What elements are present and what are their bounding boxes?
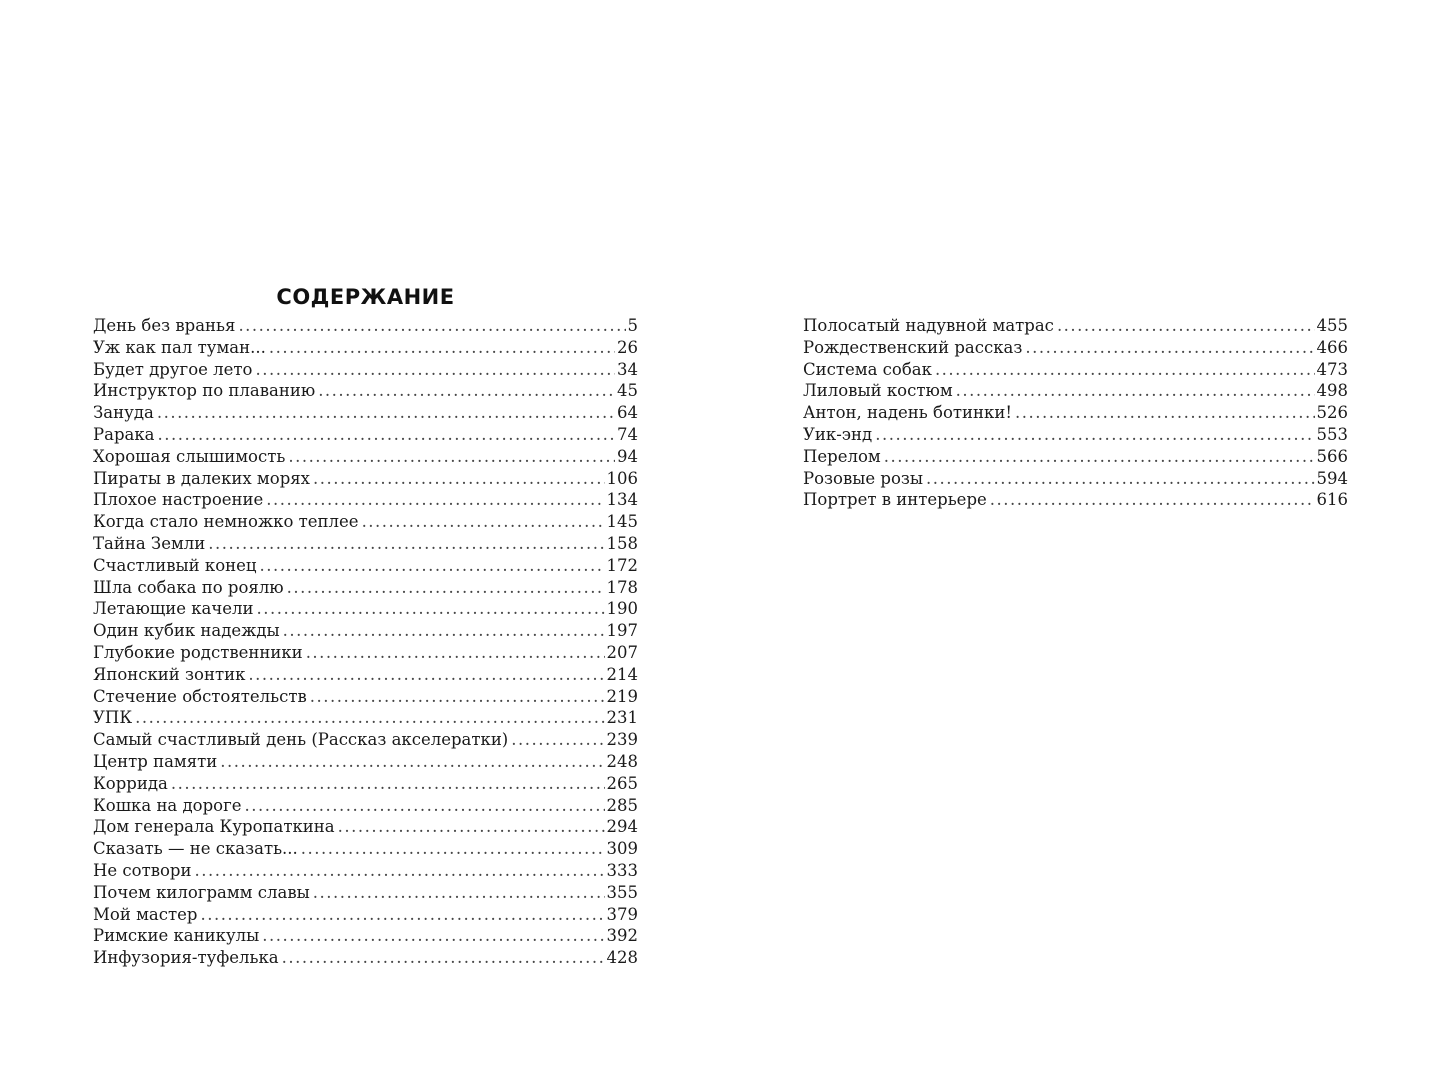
toc-entry-title: Уик-энд bbox=[803, 424, 873, 444]
toc-entry-title: Мой мастер bbox=[93, 904, 198, 924]
dot-leader bbox=[935, 359, 1315, 381]
toc-entry-page: 106 bbox=[606, 468, 638, 488]
dot-leader bbox=[135, 707, 604, 729]
toc-entry-title: Самый счастливый день (Рассказ акселератки) bbox=[93, 730, 509, 750]
toc-right-column bbox=[803, 315, 1348, 511]
toc-entry-page: 207 bbox=[606, 642, 638, 662]
toc-entry bbox=[93, 642, 638, 664]
toc-entry bbox=[93, 468, 638, 490]
toc-entry-title: Тайна Земли bbox=[93, 533, 206, 553]
toc-entry bbox=[93, 773, 638, 795]
toc-entry-page: 172 bbox=[606, 555, 638, 575]
dot-leader bbox=[282, 947, 605, 969]
toc-entry-page: 428 bbox=[606, 948, 638, 968]
toc-entry bbox=[93, 860, 638, 882]
dot-leader bbox=[875, 424, 1314, 446]
toc-entry bbox=[93, 598, 638, 620]
toc-entry-page: 285 bbox=[606, 795, 638, 815]
toc-entry bbox=[93, 904, 638, 926]
toc-entry-page: 379 bbox=[606, 904, 638, 924]
toc-entry-page: 355 bbox=[606, 882, 638, 902]
toc-entry-title: Глубокие родственники bbox=[93, 642, 303, 662]
toc-entry-title: Кошка на дороге bbox=[93, 795, 242, 815]
toc-entry-page: 26 bbox=[617, 337, 638, 357]
dot-leader bbox=[208, 533, 604, 555]
dot-leader bbox=[257, 598, 605, 620]
toc-entry-page: 74 bbox=[617, 424, 638, 444]
toc-entry-page: 158 bbox=[606, 533, 638, 553]
toc-entry bbox=[93, 947, 638, 969]
toc-entry-page: 526 bbox=[1316, 403, 1348, 423]
dot-leader bbox=[313, 882, 605, 904]
toc-entry-title: Полосатый надувной матрас bbox=[803, 316, 1054, 335]
toc-entry-page: 197 bbox=[606, 621, 638, 641]
toc-entry-page: 134 bbox=[606, 490, 638, 510]
toc-entry-page: 594 bbox=[1316, 468, 1348, 488]
dot-leader bbox=[362, 511, 605, 533]
toc-entry bbox=[803, 468, 1348, 490]
toc-entry-title: Летающие качели bbox=[93, 599, 254, 619]
dot-leader bbox=[158, 424, 616, 446]
dot-leader bbox=[1057, 315, 1315, 337]
toc-entry-title: Портрет в интерьере bbox=[803, 490, 987, 510]
toc-entry bbox=[93, 882, 638, 904]
toc-entry bbox=[93, 424, 638, 446]
toc-entry bbox=[803, 337, 1348, 359]
toc-entry bbox=[93, 402, 638, 424]
dot-leader bbox=[283, 620, 605, 642]
toc-entry-title: Коррида bbox=[93, 773, 168, 793]
toc-entry bbox=[93, 620, 638, 642]
dot-leader bbox=[266, 489, 604, 511]
toc-entry bbox=[93, 795, 638, 817]
toc-entry bbox=[803, 424, 1348, 446]
toc-entry-title: Хорошая слышимость bbox=[93, 446, 286, 466]
toc-entry bbox=[93, 533, 638, 555]
toc-entry-title: Счастливый конец bbox=[93, 555, 257, 575]
dot-leader bbox=[287, 577, 605, 599]
toc-left-column bbox=[93, 315, 638, 969]
toc-entry-page: 473 bbox=[1316, 359, 1348, 379]
dot-leader bbox=[956, 380, 1315, 402]
toc-entry-title: Будет другое лето bbox=[93, 359, 253, 379]
dot-leader bbox=[248, 664, 604, 686]
toc-entry bbox=[93, 925, 638, 947]
toc-entry-page: 392 bbox=[606, 926, 638, 946]
toc-entry-page: 333 bbox=[606, 860, 638, 880]
toc-entry bbox=[93, 664, 638, 686]
toc-entry-title: Зануда bbox=[93, 403, 154, 423]
toc-entry-title: День без вранья bbox=[93, 316, 236, 335]
toc-entry-title: Рарака bbox=[93, 424, 155, 444]
toc-entry-title: Стечение обстоятельств bbox=[93, 686, 307, 706]
toc-entry-page: 553 bbox=[1316, 424, 1348, 444]
dot-leader bbox=[157, 402, 615, 424]
dot-leader bbox=[306, 642, 605, 664]
toc-entry-page: 566 bbox=[1316, 446, 1348, 466]
toc-entry-page: 616 bbox=[1316, 490, 1348, 510]
toc-entry-title: Инструктор по плаванию bbox=[93, 381, 316, 401]
dot-leader bbox=[288, 446, 615, 468]
toc-entry-title: Центр памяти bbox=[93, 751, 218, 771]
toc-entry-page: 265 bbox=[606, 773, 638, 793]
toc-entry-title: Не сотвори bbox=[93, 860, 192, 880]
dot-leader bbox=[1025, 337, 1314, 359]
dot-leader bbox=[884, 446, 1315, 468]
toc-entry-title: Система собак bbox=[803, 359, 932, 379]
toc-entry-page: 294 bbox=[606, 817, 638, 837]
dot-leader bbox=[511, 729, 604, 751]
dot-leader bbox=[318, 380, 615, 402]
toc-entry bbox=[93, 359, 638, 381]
toc-entry-page: 64 bbox=[617, 403, 638, 423]
dot-leader bbox=[262, 925, 604, 947]
toc-entry-title: Один кубик надежды bbox=[93, 621, 280, 641]
toc-entry-page: 239 bbox=[606, 730, 638, 750]
toc-entry bbox=[93, 489, 638, 511]
dot-leader bbox=[255, 359, 615, 381]
toc-entry-title: Инфузория-туфелька bbox=[93, 948, 279, 968]
dot-leader bbox=[313, 468, 605, 490]
toc-entry-title: Римские каникулы bbox=[93, 926, 260, 946]
toc-entry bbox=[93, 337, 638, 359]
toc-entry-title: Розовые розы bbox=[803, 468, 924, 488]
toc-entry bbox=[93, 816, 638, 838]
toc-entry bbox=[93, 838, 638, 860]
toc-entry-title: Почем килограмм славы bbox=[93, 882, 310, 902]
toc-entry-title: Антон, надень ботинки! bbox=[803, 403, 1012, 423]
dot-leader bbox=[301, 838, 605, 860]
toc-entry-page: 214 bbox=[606, 664, 638, 684]
toc-entry-title: Шла собака по роялю bbox=[93, 577, 284, 597]
toc-entry-page: 248 bbox=[606, 751, 638, 771]
dot-leader bbox=[260, 555, 605, 577]
toc-entry bbox=[803, 402, 1348, 424]
dot-leader bbox=[194, 860, 604, 882]
toc-entry-page: 190 bbox=[606, 599, 638, 619]
toc-entry bbox=[93, 686, 638, 708]
toc-entry-page: 231 bbox=[606, 708, 638, 728]
toc-entry-title: Уж как пал туман... bbox=[93, 337, 266, 357]
toc-entry-title: Перелом bbox=[803, 446, 881, 466]
toc-entry-title: Сказать — не сказать... bbox=[93, 839, 298, 859]
dot-leader bbox=[338, 816, 605, 838]
toc-entry bbox=[803, 489, 1348, 511]
toc-entry bbox=[93, 751, 638, 773]
toc-entry bbox=[803, 359, 1348, 381]
dot-leader bbox=[238, 315, 625, 337]
toc-entry-page: 145 bbox=[606, 512, 638, 532]
toc-entry-page: 455 bbox=[1316, 316, 1348, 335]
toc-entry-title: Плохое настроение bbox=[93, 490, 264, 510]
toc-entry-title: Дом генерала Куропаткина bbox=[93, 817, 335, 837]
toc-entry-page: 178 bbox=[606, 577, 638, 597]
toc-entry-title: Японский зонтик bbox=[93, 664, 246, 684]
toc-entry-page: 5 bbox=[627, 316, 638, 335]
toc-entry bbox=[93, 555, 638, 577]
toc-entry-title: Пираты в далеких морях bbox=[93, 468, 310, 488]
toc-entry-page: 34 bbox=[617, 359, 638, 379]
toc-entry-page: 498 bbox=[1316, 381, 1348, 401]
dot-leader bbox=[171, 773, 605, 795]
dot-leader bbox=[1015, 402, 1315, 424]
dot-leader bbox=[220, 751, 604, 773]
dot-leader bbox=[269, 337, 615, 359]
toc-entry-page: 45 bbox=[617, 381, 638, 401]
toc-entry-title: УПК bbox=[93, 708, 133, 728]
toc-entry bbox=[93, 380, 638, 402]
toc-entry bbox=[93, 577, 638, 599]
toc-entry bbox=[93, 729, 638, 751]
toc-entry-title: Когда стало немножко теплее bbox=[93, 512, 359, 532]
toc-entry bbox=[803, 380, 1348, 402]
dot-leader bbox=[200, 904, 604, 926]
page-title: СОДЕРЖАНИЕ bbox=[276, 285, 455, 310]
toc-entry-page: 219 bbox=[606, 686, 638, 706]
toc-entry-page: 94 bbox=[617, 446, 638, 466]
toc-entry-title: Рождественский рассказ bbox=[803, 337, 1023, 357]
toc-entry bbox=[93, 315, 638, 337]
dot-leader bbox=[310, 686, 605, 708]
dot-leader bbox=[245, 795, 605, 817]
dot-leader bbox=[926, 468, 1314, 490]
toc-entry-page: 466 bbox=[1316, 337, 1348, 357]
toc-entry-title: Лиловый костюм bbox=[803, 381, 953, 401]
dot-leader bbox=[990, 489, 1315, 511]
toc-entry bbox=[803, 315, 1348, 337]
toc-entry bbox=[93, 446, 638, 468]
toc-entry-page: 309 bbox=[606, 839, 638, 859]
toc-entry bbox=[93, 707, 638, 729]
toc-entry bbox=[93, 511, 638, 533]
toc-entry bbox=[803, 446, 1348, 468]
